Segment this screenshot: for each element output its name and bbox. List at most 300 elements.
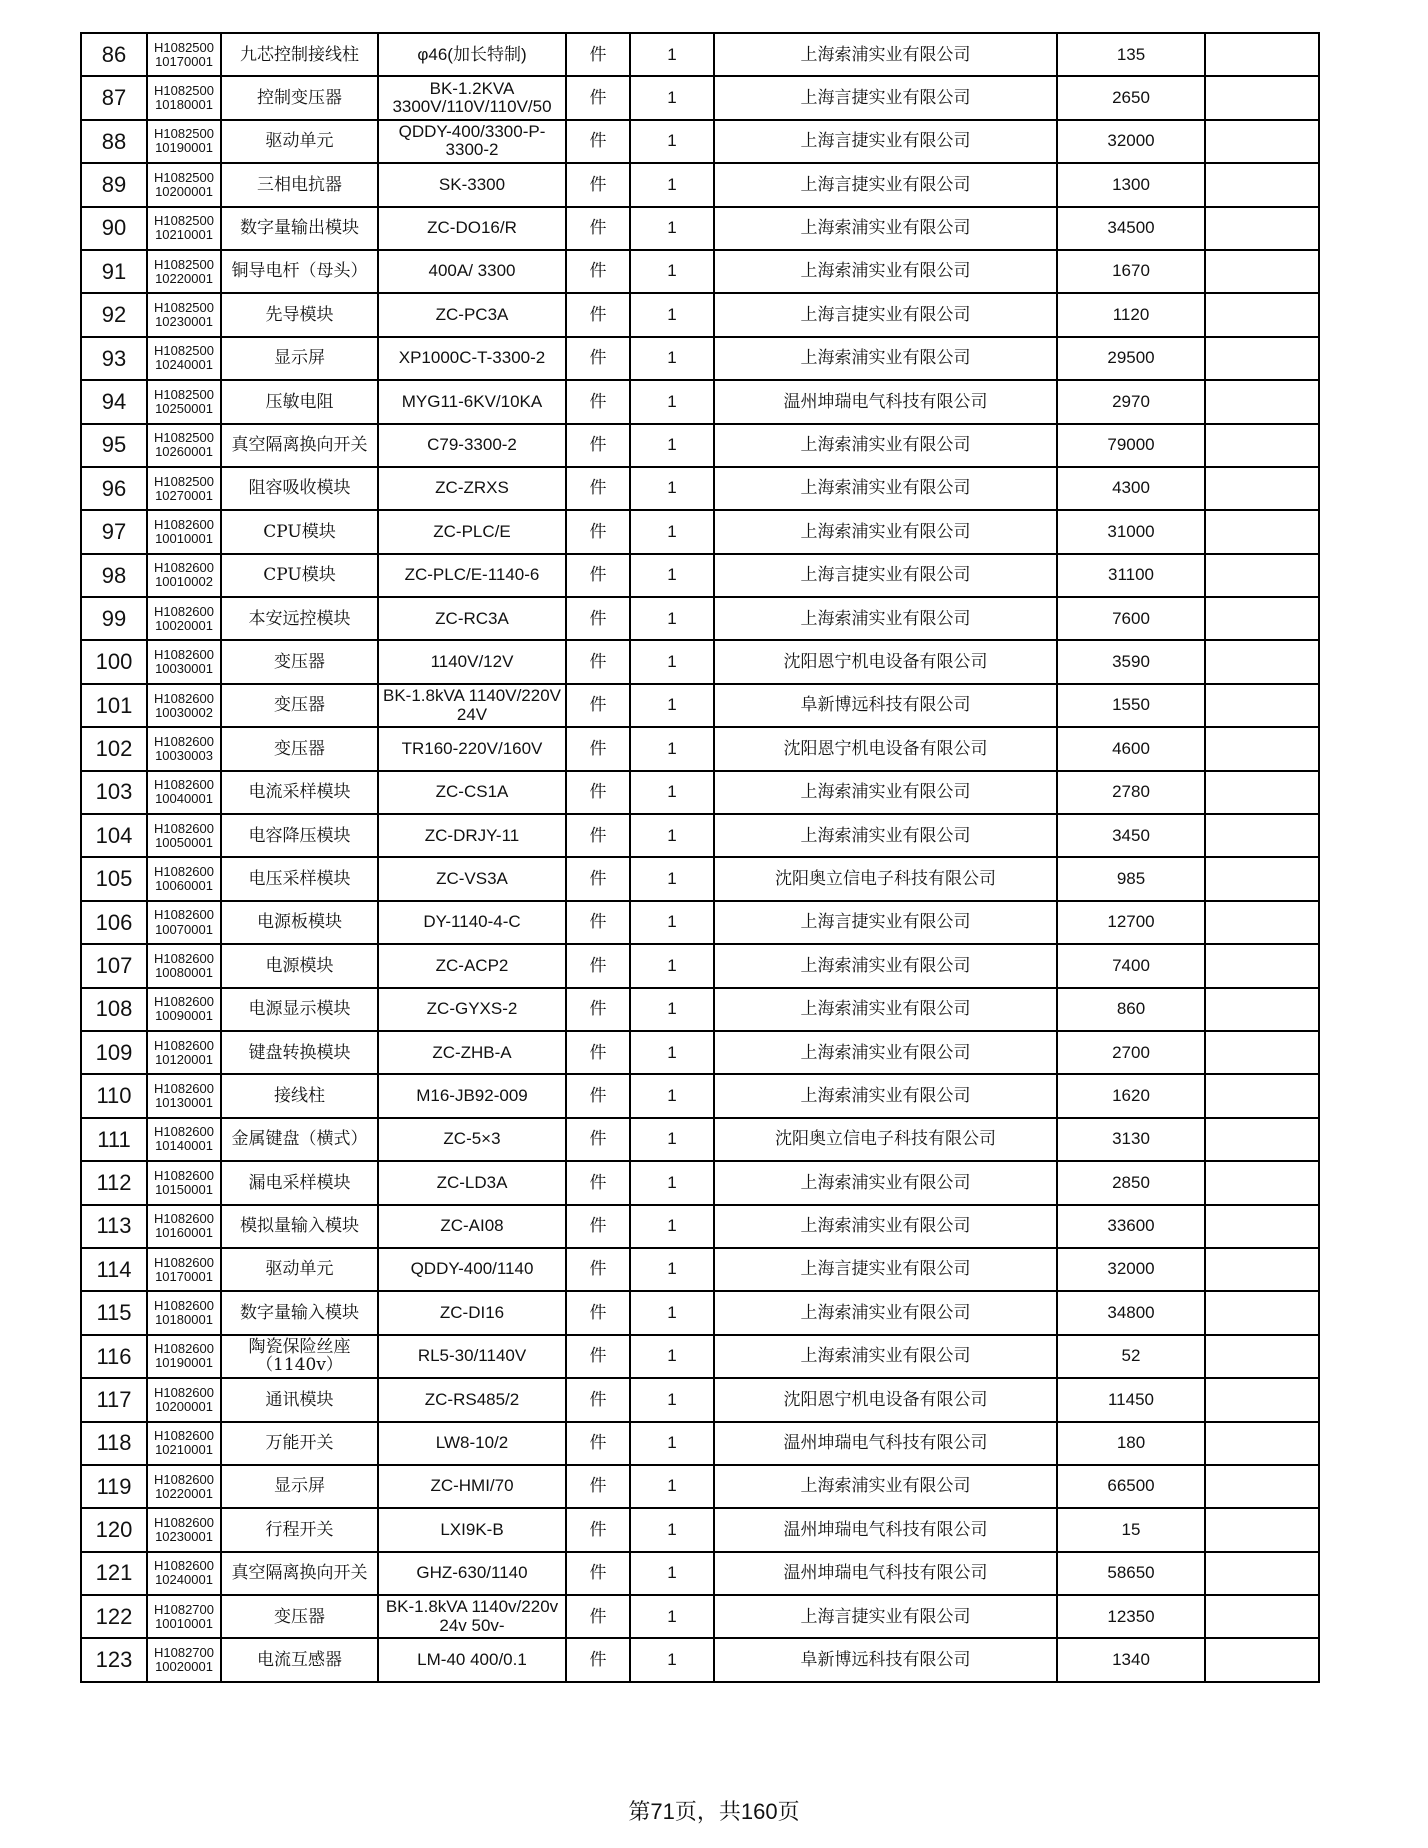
material-code-prefix: H1082500 xyxy=(154,256,214,272)
item-remark xyxy=(1205,33,1319,76)
item-name: 电容降压模块 xyxy=(221,814,378,857)
supplier-name: 阜新博远科技有限公司 xyxy=(714,684,1057,727)
row-number: 101 xyxy=(81,684,147,727)
item-quantity: 1 xyxy=(630,597,714,640)
material-code-suffix: 10240001 xyxy=(155,357,213,373)
supplier-name: 上海索浦实业有限公司 xyxy=(714,597,1057,640)
table-row xyxy=(81,640,1319,683)
item-model: LM-40 400/0.1 xyxy=(378,1638,566,1681)
item-quantity: 1 xyxy=(630,1118,714,1161)
item-name: 变压器 xyxy=(221,1595,378,1638)
item-price: 1120 xyxy=(1057,293,1205,336)
material-code-prefix: H1082600 xyxy=(154,864,214,880)
item-remark xyxy=(1205,988,1319,1031)
row-number: 93 xyxy=(81,337,147,380)
item-model: BK-1.8kVA 1140V/220V 24V xyxy=(378,684,566,727)
material-code-suffix: 10190001 xyxy=(155,140,213,156)
material-code-prefix: H1082600 xyxy=(154,733,214,749)
item-model: LXI9K-B xyxy=(378,1508,566,1551)
material-code xyxy=(147,901,221,944)
material-code-prefix: H1082600 xyxy=(154,1384,214,1400)
supplier-name: 上海索浦实业有限公司 xyxy=(714,510,1057,553)
item-quantity: 1 xyxy=(630,944,714,987)
item-model: BK-1.2KVA 3300V/110V/110V/50 xyxy=(378,76,566,119)
item-model: ZC-PLC/E xyxy=(378,510,566,553)
material-code-prefix: H1082600 xyxy=(154,1037,214,1053)
material-code-suffix: 10250001 xyxy=(155,400,213,416)
material-code-prefix: H1082600 xyxy=(154,560,214,576)
supplier-name: 上海索浦实业有限公司 xyxy=(714,771,1057,814)
row-number: 117 xyxy=(81,1378,147,1421)
item-name: 陶瓷保险丝座（1140v） xyxy=(221,1335,378,1378)
item-quantity: 1 xyxy=(630,1378,714,1421)
material-code xyxy=(147,76,221,119)
item-unit: 件 xyxy=(566,250,630,293)
item-remark xyxy=(1205,76,1319,119)
supplier-name: 沈阳奥立信电子科技有限公司 xyxy=(714,1118,1057,1161)
item-remark xyxy=(1205,293,1319,336)
item-quantity: 1 xyxy=(630,1638,714,1681)
item-price: 4300 xyxy=(1057,467,1205,510)
row-number: 123 xyxy=(81,1638,147,1681)
supplier-name: 沈阳奥立信电子科技有限公司 xyxy=(714,857,1057,900)
item-price: 4600 xyxy=(1057,727,1205,770)
material-code xyxy=(147,640,221,683)
row-number: 87 xyxy=(81,76,147,119)
row-number: 114 xyxy=(81,1248,147,1291)
row-number: 110 xyxy=(81,1074,147,1117)
item-model: SK-3300 xyxy=(378,163,566,206)
footer-middle: 页，共 xyxy=(674,1800,741,1825)
supplier-name: 上海索浦实业有限公司 xyxy=(714,207,1057,250)
material-code xyxy=(147,250,221,293)
row-number: 108 xyxy=(81,988,147,1031)
table-row xyxy=(81,684,1319,727)
item-remark xyxy=(1205,467,1319,510)
item-unit: 件 xyxy=(566,684,630,727)
item-unit: 件 xyxy=(566,120,630,163)
row-number: 120 xyxy=(81,1508,147,1551)
item-price: 2780 xyxy=(1057,771,1205,814)
item-remark xyxy=(1205,250,1319,293)
item-name: 数字量输出模块 xyxy=(221,207,378,250)
item-quantity: 1 xyxy=(630,207,714,250)
item-price: 34800 xyxy=(1057,1291,1205,1334)
item-quantity: 1 xyxy=(630,1161,714,1204)
item-unit: 件 xyxy=(566,163,630,206)
material-code-prefix: H1082600 xyxy=(154,1211,214,1227)
supplier-name: 阜新博远科技有限公司 xyxy=(714,1638,1057,1681)
material-code xyxy=(147,510,221,553)
material-code-suffix: 10030002 xyxy=(155,704,213,720)
item-name: 驱动单元 xyxy=(221,1248,378,1291)
row-number: 95 xyxy=(81,424,147,467)
item-quantity: 1 xyxy=(630,467,714,510)
row-number: 99 xyxy=(81,597,147,640)
table-body xyxy=(81,33,1319,1682)
material-code-suffix: 10010001 xyxy=(155,1615,213,1631)
item-price: 79000 xyxy=(1057,424,1205,467)
table-row xyxy=(81,33,1319,76)
item-model: DY-1140-4-C xyxy=(378,901,566,944)
material-code xyxy=(147,1638,221,1681)
item-unit: 件 xyxy=(566,1552,630,1595)
row-number: 121 xyxy=(81,1552,147,1595)
item-name: 电流互感器 xyxy=(221,1638,378,1681)
material-code-prefix: H1082600 xyxy=(154,1167,214,1183)
material-code-prefix: H1082500 xyxy=(154,300,214,315)
item-unit: 件 xyxy=(566,1378,630,1421)
item-price: 11450 xyxy=(1057,1378,1205,1421)
material-code-suffix: 10230001 xyxy=(155,314,213,330)
material-code-suffix: 10090001 xyxy=(155,1008,213,1024)
material-code-prefix: H1082600 xyxy=(154,1297,214,1313)
material-code xyxy=(147,1378,221,1421)
item-remark xyxy=(1205,857,1319,900)
item-remark xyxy=(1205,554,1319,597)
item-quantity: 1 xyxy=(630,684,714,727)
item-price: 66500 xyxy=(1057,1465,1205,1508)
item-name: 三相电抗器 xyxy=(221,163,378,206)
table-row xyxy=(81,901,1319,944)
item-name: 显示屏 xyxy=(221,1465,378,1508)
item-unit: 件 xyxy=(566,944,630,987)
supplier-name: 沈阳恩宁机电设备有限公司 xyxy=(714,727,1057,770)
material-code-prefix: H1082600 xyxy=(154,777,214,793)
item-unit: 件 xyxy=(566,727,630,770)
item-unit: 件 xyxy=(566,337,630,380)
material-code-prefix: H1082600 xyxy=(154,690,214,706)
table-row xyxy=(81,1031,1319,1074)
item-unit: 件 xyxy=(566,857,630,900)
material-code-prefix: H1082600 xyxy=(154,1471,214,1487)
table-row xyxy=(81,163,1319,206)
material-code xyxy=(147,380,221,423)
row-number: 100 xyxy=(81,640,147,683)
item-price: 29500 xyxy=(1057,337,1205,380)
item-model: 400A/ 3300 xyxy=(378,250,566,293)
table-row xyxy=(81,1638,1319,1681)
item-remark xyxy=(1205,380,1319,423)
supplier-name: 温州坤瑞电气科技有限公司 xyxy=(714,1422,1057,1465)
supplier-name: 上海言捷实业有限公司 xyxy=(714,163,1057,206)
table-row xyxy=(81,1335,1319,1378)
table-row xyxy=(81,1465,1319,1508)
material-code xyxy=(147,1118,221,1161)
supplier-name: 上海索浦实业有限公司 xyxy=(714,1205,1057,1248)
item-name: 电流采样模块 xyxy=(221,771,378,814)
supplier-name: 上海索浦实业有限公司 xyxy=(714,424,1057,467)
supplier-name: 上海索浦实业有限公司 xyxy=(714,33,1057,76)
table-row xyxy=(81,1595,1319,1638)
item-remark xyxy=(1205,1422,1319,1465)
item-quantity: 1 xyxy=(630,510,714,553)
item-unit: 件 xyxy=(566,467,630,510)
item-name: 真空隔离换向开关 xyxy=(221,424,378,467)
item-quantity: 1 xyxy=(630,640,714,683)
current-page-number: 71 xyxy=(650,1799,675,1824)
item-model: ZC-VS3A xyxy=(378,857,566,900)
item-unit: 件 xyxy=(566,1074,630,1117)
material-code-prefix: H1082600 xyxy=(154,647,214,663)
item-model: ZC-DI16 xyxy=(378,1291,566,1334)
item-model: ZC-ZRXS xyxy=(378,467,566,510)
item-quantity: 1 xyxy=(630,1205,714,1248)
material-code-suffix: 10030003 xyxy=(155,747,213,763)
supplier-name: 上海言捷实业有限公司 xyxy=(714,76,1057,119)
item-price: 12350 xyxy=(1057,1595,1205,1638)
row-number: 92 xyxy=(81,293,147,336)
item-unit: 件 xyxy=(566,1161,630,1204)
item-model: ZC-GYXS-2 xyxy=(378,988,566,1031)
material-code-suffix: 10060001 xyxy=(155,878,213,894)
supplier-name: 上海索浦实业有限公司 xyxy=(714,944,1057,987)
item-name: 先导模块 xyxy=(221,293,378,336)
item-model: ZC-DO16/R xyxy=(378,207,566,250)
item-name: 电源显示模块 xyxy=(221,988,378,1031)
item-model: ZC-RC3A xyxy=(378,597,566,640)
item-price: 1550 xyxy=(1057,684,1205,727)
item-model: GHZ-630/1140 xyxy=(378,1552,566,1595)
item-unit: 件 xyxy=(566,1422,630,1465)
item-name: 通讯模块 xyxy=(221,1378,378,1421)
item-model: ZC-RS485/2 xyxy=(378,1378,566,1421)
item-price: 1670 xyxy=(1057,250,1205,293)
item-price: 860 xyxy=(1057,988,1205,1031)
item-unit: 件 xyxy=(566,901,630,944)
table-row xyxy=(81,1205,1319,1248)
item-model: C79-3300-2 xyxy=(378,424,566,467)
item-unit: 件 xyxy=(566,1595,630,1638)
material-code-prefix: H1082600 xyxy=(154,603,214,619)
supplier-name: 上海索浦实业有限公司 xyxy=(714,1291,1057,1334)
item-name: 变压器 xyxy=(221,640,378,683)
material-code xyxy=(147,207,221,250)
item-price: 3130 xyxy=(1057,1118,1205,1161)
table-row xyxy=(81,1552,1319,1595)
item-name: 真空隔离换向开关 xyxy=(221,1552,378,1595)
item-model: ZC-AI08 xyxy=(378,1205,566,1248)
item-price: 1300 xyxy=(1057,163,1205,206)
item-remark xyxy=(1205,944,1319,987)
material-code-prefix: H1082700 xyxy=(154,1645,214,1661)
item-model: MYG11-6KV/10KA xyxy=(378,380,566,423)
item-quantity: 1 xyxy=(630,76,714,119)
supplier-name: 上海索浦实业有限公司 xyxy=(714,250,1057,293)
material-code xyxy=(147,727,221,770)
item-quantity: 1 xyxy=(630,1508,714,1551)
material-code-suffix: 10010002 xyxy=(155,574,213,590)
item-name: 万能开关 xyxy=(221,1422,378,1465)
supplier-name: 上海索浦实业有限公司 xyxy=(714,1031,1057,1074)
table-row xyxy=(81,771,1319,814)
item-quantity: 1 xyxy=(630,163,714,206)
material-code xyxy=(147,944,221,987)
item-remark xyxy=(1205,1031,1319,1074)
footer-prefix: 第 xyxy=(628,1800,651,1825)
item-quantity: 1 xyxy=(630,33,714,76)
table-row xyxy=(81,1378,1319,1421)
row-number: 94 xyxy=(81,380,147,423)
table-row xyxy=(81,857,1319,900)
item-name: 行程开关 xyxy=(221,1508,378,1551)
supplier-name: 温州坤瑞电气科技有限公司 xyxy=(714,1552,1057,1595)
table-row xyxy=(81,337,1319,380)
item-remark xyxy=(1205,1074,1319,1117)
material-code-suffix: 10050001 xyxy=(155,834,213,850)
supplier-name: 上海言捷实业有限公司 xyxy=(714,554,1057,597)
item-remark xyxy=(1205,901,1319,944)
item-model: ZC-ZHB-A xyxy=(378,1031,566,1074)
item-unit: 件 xyxy=(566,424,630,467)
table-row xyxy=(81,727,1319,770)
item-name: 压敏电阻 xyxy=(221,380,378,423)
item-quantity: 1 xyxy=(630,901,714,944)
item-remark xyxy=(1205,1465,1319,1508)
item-quantity: 1 xyxy=(630,1422,714,1465)
item-price: 12700 xyxy=(1057,901,1205,944)
item-name: 接线柱 xyxy=(221,1074,378,1117)
material-code-prefix: H1082600 xyxy=(154,516,214,532)
supplier-name: 上海索浦实业有限公司 xyxy=(714,1465,1057,1508)
item-name: 键盘转换模块 xyxy=(221,1031,378,1074)
material-code-suffix: 10220001 xyxy=(155,270,213,286)
item-model: ZC-PC3A xyxy=(378,293,566,336)
item-model: ZC-CS1A xyxy=(378,771,566,814)
material-code-suffix: 10190001 xyxy=(155,1355,213,1371)
table-row xyxy=(81,120,1319,163)
item-quantity: 1 xyxy=(630,1465,714,1508)
item-quantity: 1 xyxy=(630,988,714,1031)
item-price: 34500 xyxy=(1057,207,1205,250)
item-name: 变压器 xyxy=(221,684,378,727)
item-price: 7400 xyxy=(1057,944,1205,987)
item-price: 31000 xyxy=(1057,510,1205,553)
item-name: 数字量输入模块 xyxy=(221,1291,378,1334)
material-code-prefix: H1082500 xyxy=(154,126,214,142)
row-number: 113 xyxy=(81,1205,147,1248)
material-code-suffix: 10010001 xyxy=(155,530,213,546)
material-code-suffix: 10170001 xyxy=(155,1268,213,1284)
item-model: XP1000C-T-3300-2 xyxy=(378,337,566,380)
material-code-prefix: H1082600 xyxy=(154,1558,214,1574)
material-code-prefix: H1082600 xyxy=(154,1124,214,1140)
table-row xyxy=(81,1161,1319,1204)
item-remark xyxy=(1205,1378,1319,1421)
item-price: 180 xyxy=(1057,1422,1205,1465)
supplier-name: 上海索浦实业有限公司 xyxy=(714,337,1057,380)
item-model: LW8-10/2 xyxy=(378,1422,566,1465)
material-code xyxy=(147,1291,221,1334)
item-name: 阻容吸收模块 xyxy=(221,467,378,510)
item-unit: 件 xyxy=(566,1118,630,1161)
item-price: 7600 xyxy=(1057,597,1205,640)
row-number: 96 xyxy=(81,467,147,510)
item-model: 1140V/12V xyxy=(378,640,566,683)
supplier-name: 温州坤瑞电气科技有限公司 xyxy=(714,1508,1057,1551)
row-number: 104 xyxy=(81,814,147,857)
material-code xyxy=(147,597,221,640)
item-remark xyxy=(1205,510,1319,553)
item-unit: 件 xyxy=(566,293,630,336)
item-model: ZC-LD3A xyxy=(378,1161,566,1204)
table-row xyxy=(81,1422,1319,1465)
item-remark xyxy=(1205,814,1319,857)
item-name: 铜导电杆（母头） xyxy=(221,250,378,293)
material-code-suffix: 10200001 xyxy=(155,183,213,199)
material-code-suffix: 10180001 xyxy=(155,1312,213,1328)
supplier-name: 上海言捷实业有限公司 xyxy=(714,293,1057,336)
row-number: 102 xyxy=(81,727,147,770)
supplier-name: 上海言捷实业有限公司 xyxy=(714,120,1057,163)
item-price: 2700 xyxy=(1057,1031,1205,1074)
item-unit: 件 xyxy=(566,1638,630,1681)
material-code xyxy=(147,33,221,76)
row-number: 90 xyxy=(81,207,147,250)
material-code xyxy=(147,337,221,380)
item-price: 3450 xyxy=(1057,814,1205,857)
table-row xyxy=(81,467,1319,510)
material-code-prefix: H1082500 xyxy=(154,39,214,55)
item-remark xyxy=(1205,1638,1319,1681)
item-model: ZC-PLC/E-1140-6 xyxy=(378,554,566,597)
row-number: 122 xyxy=(81,1595,147,1638)
item-model: QDDY-400/3300-P-3300-2 xyxy=(378,120,566,163)
item-remark xyxy=(1205,1248,1319,1291)
material-code xyxy=(147,554,221,597)
table-row xyxy=(81,1248,1319,1291)
item-model: M16-JB92-009 xyxy=(378,1074,566,1117)
item-quantity: 1 xyxy=(630,120,714,163)
item-price: 31100 xyxy=(1057,554,1205,597)
table-row xyxy=(81,510,1319,553)
material-code-prefix: H1082600 xyxy=(154,1254,214,1270)
material-code-prefix: H1082500 xyxy=(154,213,214,229)
item-model: ZC-5×3 xyxy=(378,1118,566,1161)
table-row xyxy=(81,1291,1319,1334)
material-code xyxy=(147,1508,221,1551)
item-model: ZC-ACP2 xyxy=(378,944,566,987)
material-code xyxy=(147,293,221,336)
item-name: 变压器 xyxy=(221,727,378,770)
item-model: TR160-220V/160V xyxy=(378,727,566,770)
item-quantity: 1 xyxy=(630,1248,714,1291)
material-code-suffix: 10160001 xyxy=(155,1225,213,1241)
material-code xyxy=(147,1031,221,1074)
item-name: 电压采样模块 xyxy=(221,857,378,900)
item-price: 1340 xyxy=(1057,1638,1205,1681)
item-name: 金属键盘（横式） xyxy=(221,1118,378,1161)
material-code-prefix: H1082700 xyxy=(154,1601,214,1617)
item-remark xyxy=(1205,684,1319,727)
table-row xyxy=(81,380,1319,423)
row-number: 89 xyxy=(81,163,147,206)
material-code xyxy=(147,163,221,206)
item-price: 2650 xyxy=(1057,76,1205,119)
row-number: 103 xyxy=(81,771,147,814)
row-number: 118 xyxy=(81,1422,147,1465)
material-code-suffix: 10070001 xyxy=(155,921,213,937)
supplier-name: 上海索浦实业有限公司 xyxy=(714,988,1057,1031)
supplier-name: 沈阳恩宁机电设备有限公司 xyxy=(714,1378,1057,1421)
item-quantity: 1 xyxy=(630,250,714,293)
row-number: 107 xyxy=(81,944,147,987)
item-model: φ46(加长特制) xyxy=(378,33,566,76)
item-quantity: 1 xyxy=(630,1031,714,1074)
material-code xyxy=(147,467,221,510)
table-row xyxy=(81,424,1319,467)
material-code-suffix: 10180001 xyxy=(155,97,213,113)
